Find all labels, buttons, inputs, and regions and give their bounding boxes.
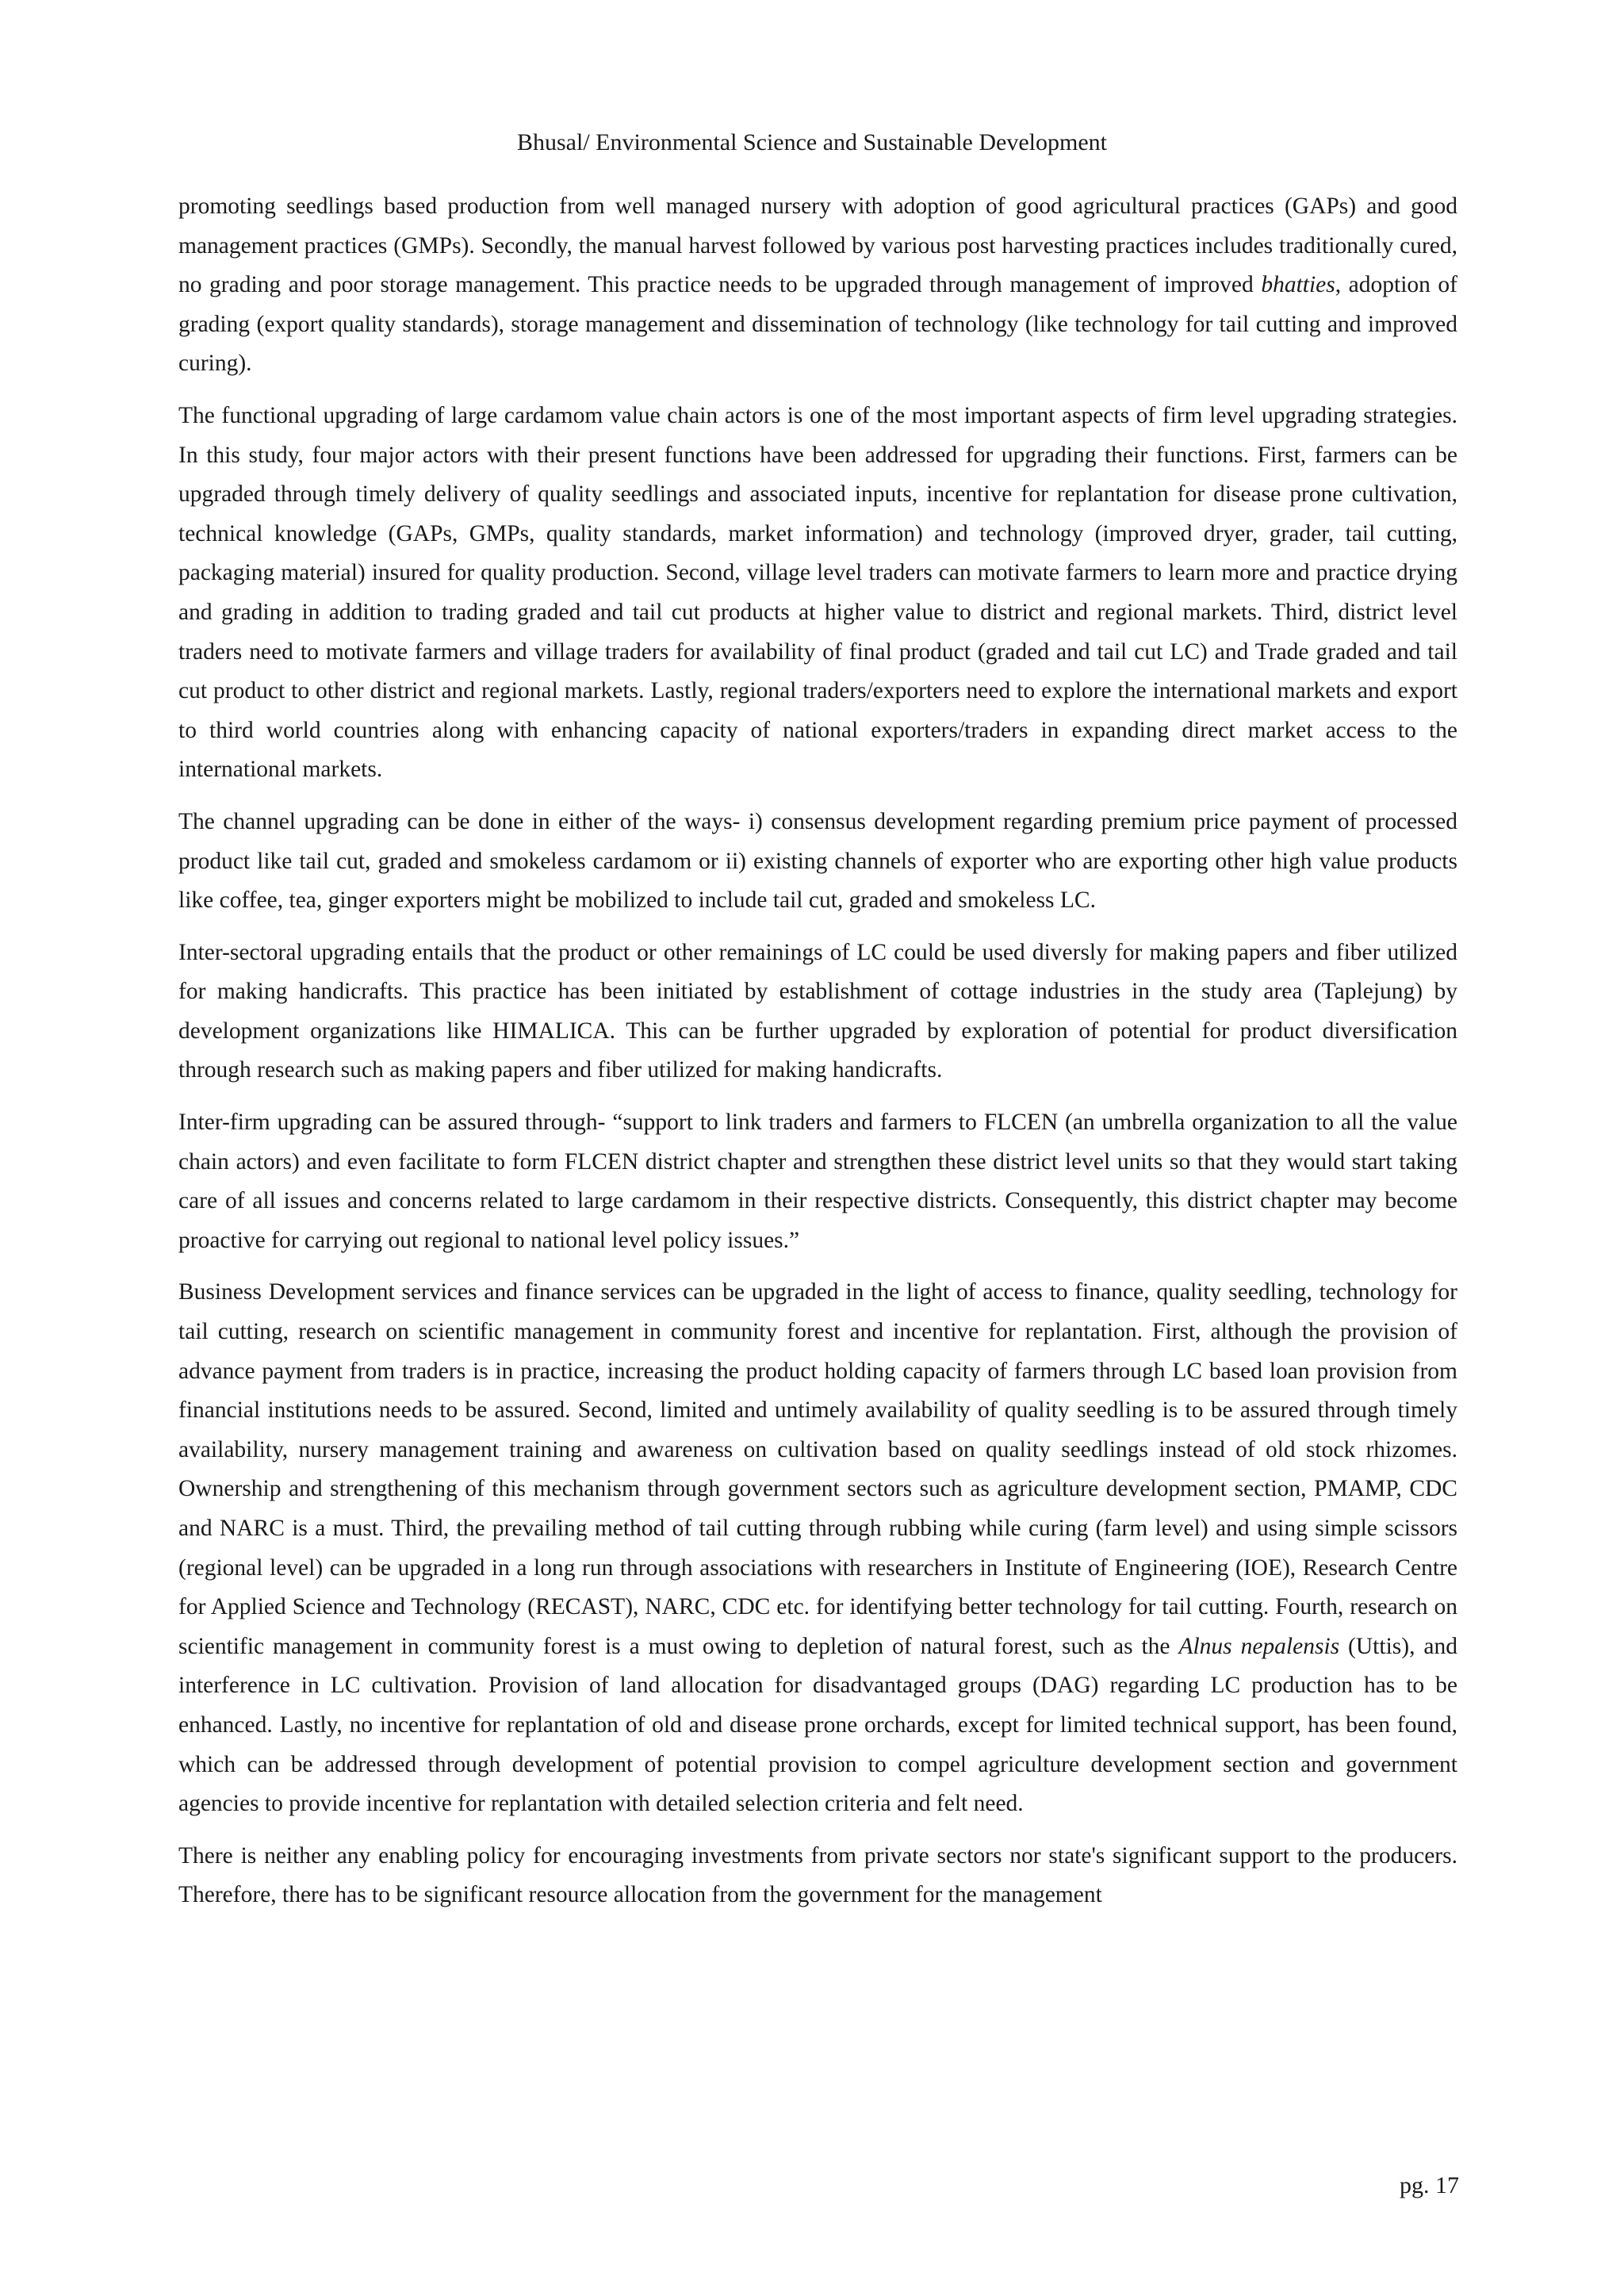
- paragraph-text-continued: , adoption of grading (export quality standards), storage management and dissemination of technology (like technology for tail cutting and improved curing).: [178, 272, 1458, 377]
- paragraph-text: Business Development services and finance services can be upgraded in the light of access to finance, quality seedling, technology for tail cutting, research on scientific management in community forest and incentive for replantation. First, although the provision of advance payment from traders is in practice, increasing the product holding capacity of farmers through LC based loan provision from financial institutions needs to be assured. Second, limited and untimely availability of quality seedling is to be assured through timely availability, nursery management training and awareness on cultivation based on quality seedlings instead of old stock rhizomes. Ownership and strengthening of this mechanism through government sectors such as agriculture development section, PMAMP, CDC and NARC is a must. Third, the prevailing method of tail cutting through rubbing while curing (farm level) and using simple scissors (regional level) can be upgraded in a long run through associations with researchers in Institute of Engineering (IOE), Research Centre for Applied Science and Technology (RECAST), NARC, CDC etc. for identifying better technology for tail cutting. Fourth, research on scientific management in community forest is a must owing to depletion of natural forest, such as the: [178, 1279, 1457, 1659]
- article-body: [178, 187, 1457, 1928]
- page-number: pg. 17: [1400, 2172, 1459, 2198]
- paragraph-inter-sectoral-upgrading: Inter-sectoral upgrading entails that the product or other remainings of LC could be used diversly for making papers and fiber utilized for making handicrafts. This practice has been initiated by establishment of cottage industries in the study area (Taplejung) by development organizations like HIMALICA. This can be further upgraded by exploration of potential for product diversification through research such as making papers and fiber utilized for making handicrafts.: [178, 939, 1457, 1083]
- running-header: Bhusal/ Environmental Science and Sustainable Development: [517, 129, 1107, 155]
- paragraph-quality-upgrading: [178, 187, 1457, 384]
- paragraph-text: promoting seedlings based production from well managed nursery with adoption of good agricultural practices (GAPs) and good management practices (GMPs). Secondly, the manual harvest followed by various post harvesting practices includes traditionally cured, no grading and poor storage management. This practice needs to be upgraded through management of improved: [178, 194, 1457, 298]
- paragraph-enabling-policy: There is neither any enabling policy for encouraging investments from private sectors nor state's significant support to the producers. Therefore, there has to be significant resource allocation from the government for the management: [178, 1842, 1457, 1908]
- paragraph-business-development-services: [178, 1273, 1457, 1823]
- paragraph-channel-upgrading: The channel upgrading can be done in either of the ways- i) consensus development regarding premium price payment of processed product like tail cut, graded and smokeless cardamom or ii) existing channels of exporter who are exporting other high value products like coffee, tea, ginger exporters might be mobilized to include tail cut, graded and smokeless LC.: [178, 808, 1457, 914]
- paragraph-functional-upgrading: The functional upgrading of large cardamom value chain actors is one of the most important aspects of firm level upgrading strategies. In this study, four major actors with their present functions have been addressed for upgrading their functions. First, farmers can be upgraded through timely delivery of quality seedlings and associated inputs, incentive for replantation for disease prone cultivation, technical knowledge (GAPs, GMPs, quality standards, market information) and technology (improved dryer, grader, tail cutting, packaging material) insured for quality production. Second, village level traders can motivate farmers to learn more and practice drying and grading in addition to trading graded and tail cut products at higher value to district and regional markets. Third, district level traders need to motivate farmers and village traders for availability of final product (graded and tail cut LC) and Trade graded and tail cut product to other district and regional markets. Lastly, regional traders/exporters need to explore the international markets and export to third world countries along with enhancing capacity of national exporters/traders in expanding direct market access to the international markets.: [178, 402, 1457, 783]
- paragraph-text-continued: (Uttis), and interference in LC cultivation. Provision of land allocation for disadvantaged groups (DAG) regarding LC production has to be enhanced. Lastly, no incentive for replantation of old and disease prone orchards, except for limited technical support, has been found, which can be addressed through development of potential provision to compel agriculture development section and government agencies to provide incentive for replantation with detailed selection criteria and felt need.: [178, 1633, 1457, 1817]
- italic-term-alnus-nepalensis: Alnus nepalensis: [1178, 1633, 1340, 1659]
- italic-term-bhatties: bhatties: [1261, 272, 1335, 298]
- paragraph-inter-firm-upgrading: Inter-firm upgrading can be assured through- “support to link traders and farmers to FLCEN (an umbrella organization to all the value chain actors) and even facilitate to form FLCEN district chapter and strengthen these district level units so that they would start taking care of all issues and concerns related to large cardamom in their respective districts. Consequently, this district chapter may become proactive for carrying out regional to national level policy issues.”: [178, 1110, 1457, 1253]
